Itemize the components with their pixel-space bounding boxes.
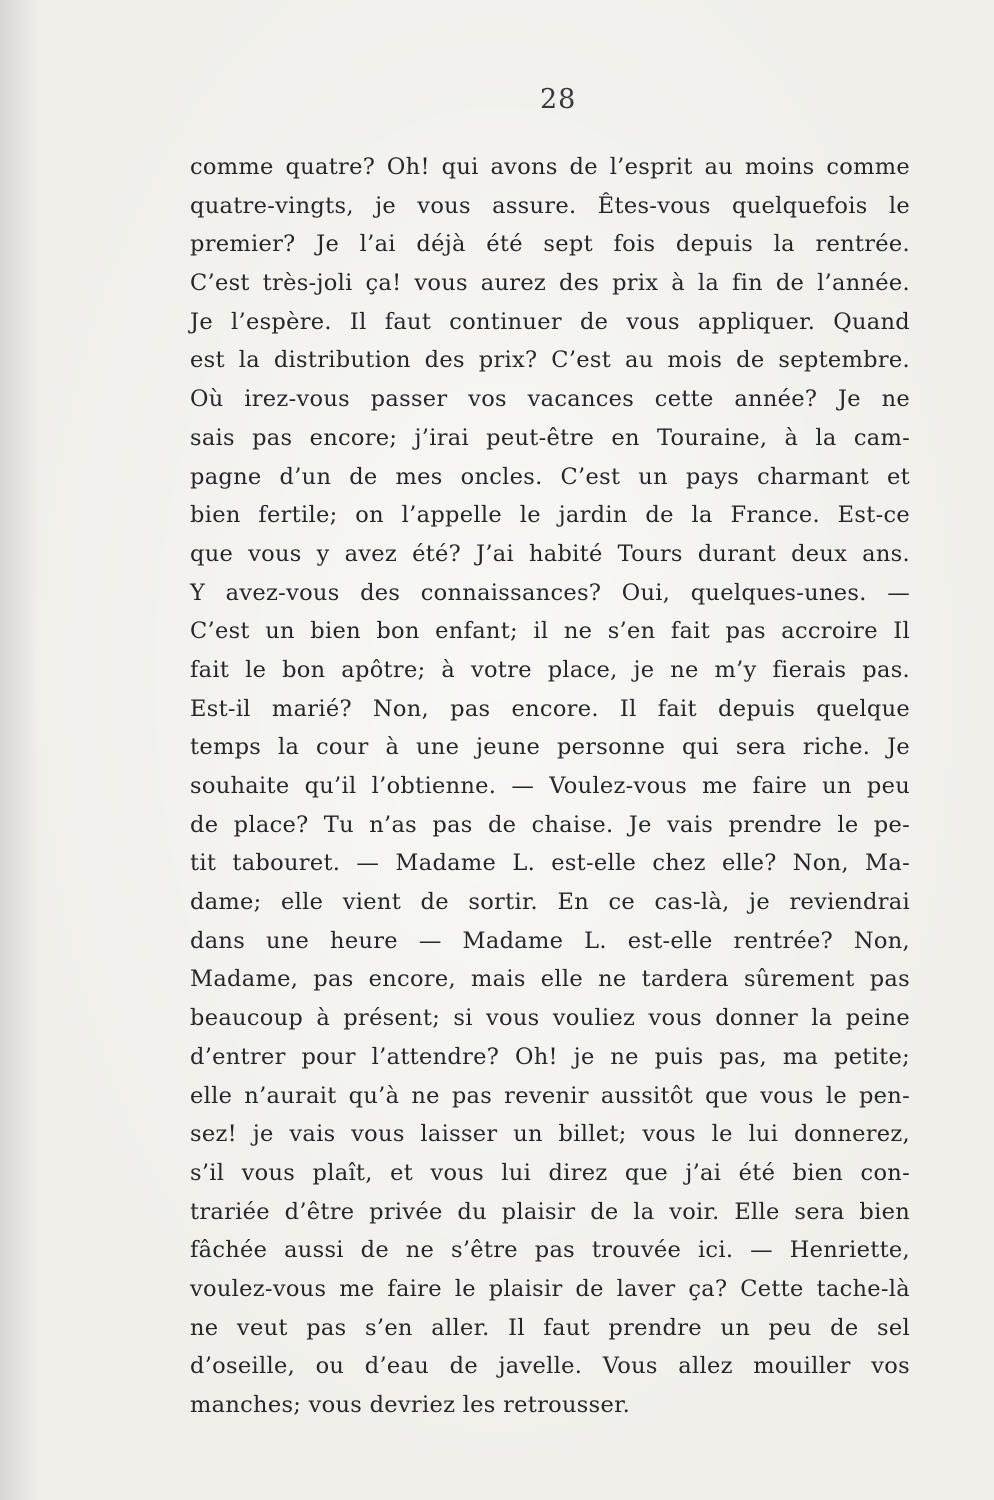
- page-number: 28: [540, 84, 577, 115]
- text-line: comme quatre? Oh! qui avons de l’esprit au moins comme: [190, 154, 910, 180]
- text-line: s’il vous plaît, et vous lui direz que j’ai été bien con-: [190, 1159, 910, 1186]
- text-line: souhaite qu’il l’obtienne. — Voulez-vous me faire un peu: [190, 773, 910, 799]
- text-line: dame; elle vient de sortir. En ce cas-là, je reviendrai: [190, 889, 910, 916]
- text-line: fait le bon apôtre; à votre place, je ne m’y fierais pas.: [190, 656, 910, 683]
- text-line: voulez-vous me faire le plaisir de laver ça? Cette tache-là: [190, 1275, 910, 1302]
- text-line: Est-il marié? Non, pas encore. Il fait depuis quelque: [190, 695, 910, 722]
- text-line: manches; vous devriez les retrousser.: [190, 1392, 631, 1418]
- text-line: Je l’espère. Il faut continuer de vous appliquer. Quand: [190, 308, 910, 335]
- text-line: ne veut pas s’en aller. Il faut prendre un peu de sel: [190, 1314, 910, 1341]
- text-line: trariée d’être privée du plaisir de la voir. Elle sera bien: [190, 1198, 910, 1225]
- text-line: elle n’aurait qu’à ne pas revenir aussitôt que vous le pen-: [190, 1082, 910, 1109]
- binding-shadow: [0, 0, 38, 1500]
- text-line: beaucoup à présent; si vous vouliez vous donner la peine: [190, 1005, 910, 1032]
- text-line: Y avez-vous des connaissances? Oui, quelques-unes. —: [190, 579, 910, 606]
- text-line: est la distribution des prix? C’est au mois de septembre.: [190, 347, 910, 374]
- text-line: bien fertile; on l’appelle le jardin de la France. Est-ce: [190, 502, 910, 529]
- text-line: que vous y avez été? J’ai habité Tours durant deux ans.: [190, 540, 910, 567]
- text-line: fâchée aussi de ne s’être pas trouvée ici. — Henriette,: [190, 1237, 910, 1264]
- text-line: tit tabouret. — Madame L. est-elle chez elle? Non, Ma-: [190, 850, 910, 877]
- text-line: C’est un bien bon enfant; il ne s’en fait pas accroire Il: [190, 618, 910, 645]
- text-line: premier? Je l’ai déjà été sept fois depuis la rentrée.: [190, 231, 910, 258]
- text-line: d’oseille, ou d’eau de javelle. Vous allez mouiller vos: [190, 1353, 910, 1380]
- body-text: [190, 148, 910, 1425]
- text-line: pagne d’un de mes oncles. C’est un pays charmant et: [190, 463, 910, 490]
- text-line: quatre-vingts, je vous assure. Êtes-vous quelquefois le: [190, 192, 910, 219]
- text-line: temps la cour à une jeune personne qui sera riche. Je: [190, 734, 910, 761]
- text-line: Où irez-vous passer vos vacances cette année? Je ne: [190, 386, 910, 413]
- text-line: de place? Tu n’as pas de chaise. Je vais prendre le pe-: [190, 811, 910, 838]
- text-line: dans une heure — Madame L. est-elle rentrée? Non,: [190, 927, 910, 954]
- text-line: sez! je vais vous laisser un billet; vous le lui donnerez,: [190, 1121, 910, 1148]
- text-line: d’entrer pour l’attendre? Oh! je ne puis pas, ma petite;: [190, 1043, 910, 1070]
- text-line: sais pas encore; j’irai peut-être en Touraine, à la cam-: [190, 424, 910, 451]
- text-line: C’est très-joli ça! vous aurez des prix à la fin de l’année.: [190, 270, 910, 297]
- text-line: Madame, pas encore, mais elle ne tardera sûrement pas: [190, 966, 910, 993]
